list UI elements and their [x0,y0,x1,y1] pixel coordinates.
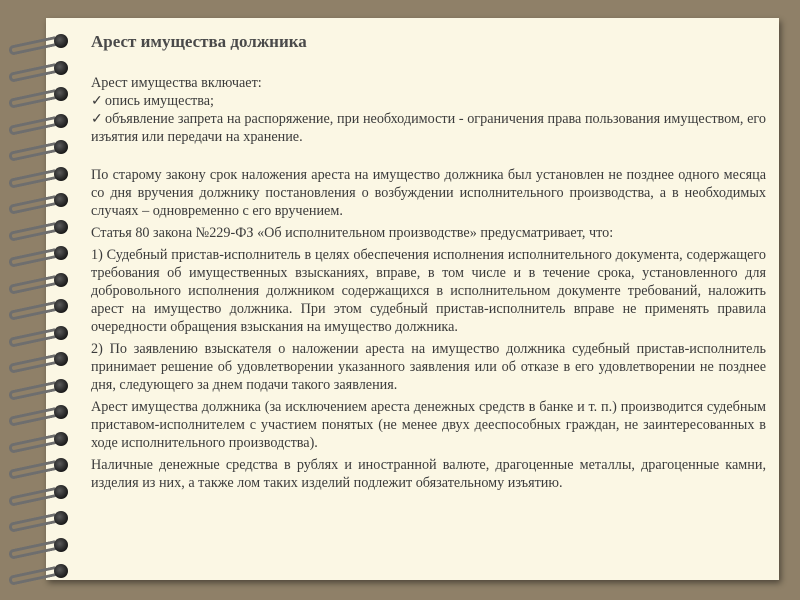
paragraph-cash-seizure: Наличные денежные средства в рублях и иностранной валюте, драгоценные металлы, драгоценные камни, изделия из них, а также лом таких изделий подлежит обязательному изъятию. [91,457,766,491]
binding-ring [8,454,72,476]
paragraph-arrest-procedure: Арест имущества должника (за исключением ареста денежных средств в банке и т. п.) производится судебным приставом-исполнителем с участием понятых (не менее двух дееспособных граждан, не заинтересованных в ходе исполнительного производства). [91,399,766,451]
binding-ring [8,375,72,397]
binding-ring [8,216,72,238]
paragraph-point-1: 1) Судебный пристав-исполнитель в целях обеспечения исполнения исполнительного документа, содержащего требования об имущественных взысканиях, вправе, в том числе и в течение срока, установленного для добровольного исполнения должником содержащихся в исполнительном документе требований, наложить арест на имущество должника. При этом судебный пристав-исполнитель вправе не применять правила очередности обращения взыскания на имущество должника. [91,247,766,335]
page-title: Арест имущества должника [91,32,307,51]
slide-content [91,30,766,492]
list-item: ✓ опись имущества; [91,93,214,109]
binding-ring [8,322,72,344]
checkmark-icon: ✓ [91,93,103,109]
binding-ring [8,534,72,556]
binding-ring [8,163,72,185]
spiral-binding [0,0,80,600]
binding-ring [8,560,72,582]
binding-ring [8,481,72,503]
binding-ring [8,57,72,79]
intro-text: Арест имущества включает: [91,75,262,91]
binding-ring [8,269,72,291]
list-item: ✓ объявление запрета на распоряжение, при необходимости - ограничения права пользования имуществом, его изъятия или передачи на хранение. [91,111,766,145]
binding-ring [8,30,72,52]
paragraph-point-2: 2) По заявлению взыскателя о наложении ареста на имущество должника судебный пристав-исполнитель принимает решение об удовлетворении указанного заявления или об отказе в его удовлетворении не позднее дня, следующего за днем подачи такого заявления. [91,341,766,393]
binding-ring [8,428,72,450]
binding-ring [8,136,72,158]
binding-ring [8,242,72,264]
paragraph-old-law: По старому закону срок наложения ареста на имущество должника был установлен не позднее одного месяца со дня вручения должнику постановления о возбуждении исполнительного производства, а в необходимых случаях – одновременно с его вручением. [91,167,766,219]
binding-ring [8,401,72,423]
checkmark-icon: ✓ [91,111,103,127]
binding-ring [8,83,72,105]
binding-ring [8,189,72,211]
binding-ring [8,110,72,132]
paragraph-article-80: Статья 80 закона №229-ФЗ «Об исполнительном производстве» предусматривает, что: [91,225,614,241]
binding-ring [8,295,72,317]
binding-ring [8,348,72,370]
binding-ring [8,507,72,529]
